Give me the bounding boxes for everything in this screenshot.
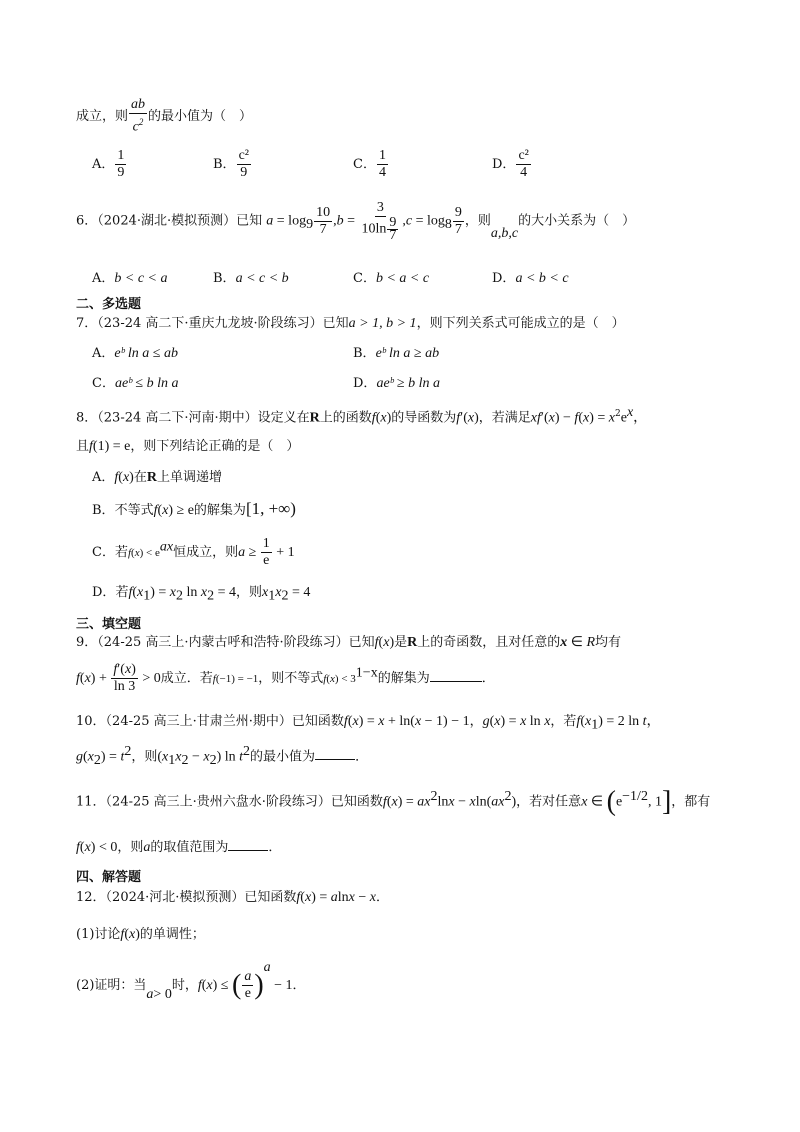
q6-option-a[interactable]: A．b < c < a — [92, 271, 168, 286]
section-title-multi-choice: 二、多选题 — [76, 297, 142, 312]
q11-stem-line1: 11．（24-25 高三上·贵州六盘水·阶段练习）已知函数$f(x) = ax^2\ln x - xln(ax^2)$，若对任意x ∈ ($e^{-1/2}$, 1]，都有 — [76, 786, 711, 817]
section-title-fill-blank: 三、填空题 — [76, 617, 142, 632]
q8-option-d[interactable]: D．若$f(x_1) = x_2$ $\ln x_2 = 4$，则$x_1x_2 = 4$ — [92, 585, 311, 604]
q10-stem-line2: $g(x_2) = t^2$，则$(x_1x_2 - x_2)$ $\ln t^2$的最小值为 ． — [76, 744, 369, 768]
q7-stem: 7．（23-24 高二下·重庆九龙坡·阶段练习）已知a > 1, b > 1，则下列关系式可能成立的是（ ） — [76, 316, 625, 331]
q10-stem-line1: 10．（24-25 高三上·甘肃兰州·期中）已知函数f(x) = x + ln(x − 1) − 1，g(x) = x ln x，若$f(x_1) = 2$ ln t， — [76, 714, 661, 733]
q7-option-d[interactable]: D．aeᵇ ≥ b ln a — [353, 376, 440, 391]
q7-option-a[interactable]: A．eᵇ ln a ≤ ab — [92, 346, 178, 361]
q6-option-d[interactable]: D．a < b < c — [492, 271, 569, 286]
q5-option-a[interactable]: A． $\frac{1}{9}$ — [92, 148, 125, 180]
q7-option-c[interactable]: C．aeᵇ ≤ b ln a — [92, 376, 179, 391]
q9-stem-line1: 9．（24-25 高三上·内蒙古呼和浩特·阶段练习）已知f(x)是R上的奇函数，且对任意的x ∈ R均有 — [76, 635, 622, 650]
q6-option-c[interactable]: C．b < a < c — [353, 271, 430, 286]
q5-option-d[interactable]: D． $\frac{\text{c²}}{4}$ — [492, 148, 529, 180]
q12-part1: (1)讨论f(x)的单调性； — [76, 927, 205, 942]
q8-stem-line1: 8．（23-24 高二下·河南·期中）设定义在R上的函数f(x)的导函数为f′(x)，若满足$xf'(x) - f(x) = x^2e^x$， — [76, 405, 648, 426]
section-title-answer: 四、解答题 — [76, 870, 142, 885]
q11-answer-blank[interactable] — [228, 838, 268, 851]
q6-stem: 6．（2024·湖北·模拟预测）已知 $a = \log_9$ $\frac{10}{7}$ ,b = 3 10ln $\frac{9}{7}$ $,c = \log_8$ $\frac{9}{7}$ ，则a,b,c的大小关系为（ ） — [76, 200, 636, 243]
q8-option-c[interactable]: C．若$f(x) < e^{ax}$恒成立，则a ≥ $\frac{1}{e}$ + 1 — [92, 536, 295, 568]
q8-option-b[interactable]: B．不等式f(x) ≥ e的解集为[1, +∞) — [92, 499, 296, 518]
q5-option-b[interactable]: B． $\frac{\text{c²}}{9}$ — [213, 148, 249, 180]
q9-stem-line2: f(x) + $\frac{f'(x)}{\ln 3}$ > 0成立．若f(−1) = −1，则不等式$f(x) < 3^{1-x}$的解集为 ． — [76, 662, 495, 694]
q9-answer-blank[interactable] — [430, 669, 482, 682]
q12-part2: (2)证明：当a> 0时，f(x) ≤ ( $\frac{a}{e}$ )$^a$ − 1． — [76, 960, 306, 1002]
q6-option-b[interactable]: B．a < c < b — [213, 271, 289, 286]
q8-option-a[interactable]: A．f(x)在R上单调递增 — [92, 470, 222, 485]
q7-option-b[interactable]: B．eᵇ ln a ≥ ab — [353, 346, 440, 361]
q8-stem-line2: 且f(1) = e，则下列结论正确的是（ ） — [76, 439, 300, 454]
q10-answer-blank[interactable] — [315, 747, 355, 760]
q6-formula: a — [266, 213, 274, 229]
q5-option-c[interactable]: C． $\frac{1}{4}$ — [353, 148, 386, 180]
q5-fraction: $\frac{ab}{c^2}$ — [131, 97, 146, 135]
q5-stem: 成立，则 $\frac{ab}{c^2}$ 的最小值为（ ） — [76, 97, 253, 135]
q12-stem: 12．（2024·河北·模拟预测）已知函数f(x) = alnx − x． — [76, 890, 389, 905]
q11-stem-line2: f(x) < 0，则a的取值范围为 ． — [76, 840, 282, 855]
